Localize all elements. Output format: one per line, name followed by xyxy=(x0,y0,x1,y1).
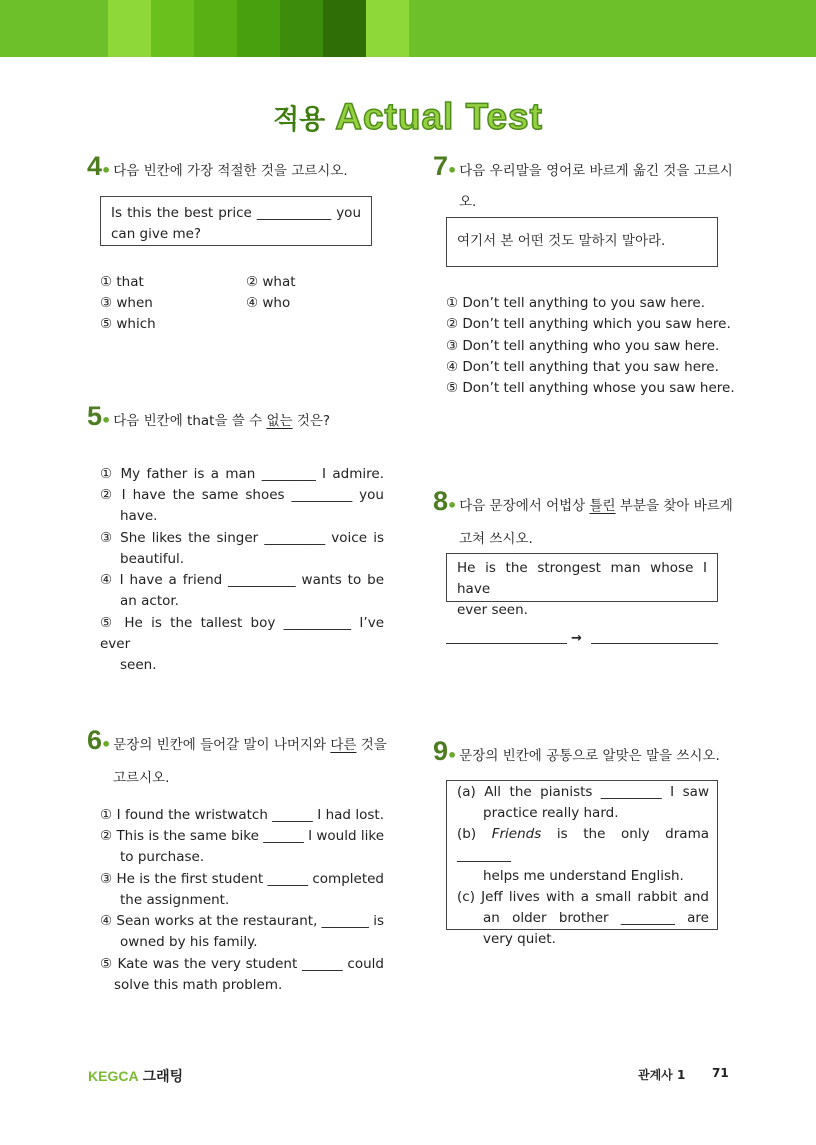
question-7-box: 여기서 본 어떤 것도 말하지 말아라. xyxy=(446,217,718,267)
question-prompt-continued: 고르시오. xyxy=(113,770,170,786)
question-bullet: • xyxy=(101,410,112,430)
option: ③ Don’t tell anything who you saw here. xyxy=(446,338,720,354)
title-english: Actual Test xyxy=(335,96,543,137)
option: ④ who xyxy=(246,295,291,311)
box-line: very quiet. xyxy=(483,931,556,947)
question-8-box xyxy=(446,553,718,618)
question-6 xyxy=(87,727,387,786)
option: ④ Don’t tell anything that you saw here. xyxy=(446,359,719,375)
option: ① I found the wristwatch ______ I had lost. xyxy=(100,807,384,823)
box-line: ever seen. xyxy=(457,602,528,618)
page-footer xyxy=(0,1066,816,1086)
question-number: 5 xyxy=(87,401,102,431)
option: ① Don’t tell anything to you saw here. xyxy=(446,295,705,311)
question-bullet: • xyxy=(447,160,458,180)
option: ⑤ which xyxy=(100,316,156,332)
option: ④ Sean works at the restaurant, _______ is owned by his family. xyxy=(100,913,384,950)
box-line: helps me understand English. xyxy=(483,868,684,884)
option: ⑤ Kate was the very student ______ could solve this math problem. xyxy=(100,956,384,993)
question-prompt: 문장의 빈칸에 공통으로 알맞은 말을 쓰시오. xyxy=(459,747,720,764)
question-prompt: 다음 빈칸에 가장 적절한 것을 고르시오. xyxy=(113,162,348,179)
option: ② Don’t tell anything which you saw here. xyxy=(446,316,731,332)
question-number: 4 xyxy=(87,151,102,181)
option: ② This is the same bike ______ I would like to purchase. xyxy=(100,828,384,865)
option: ⑤ He is the tallest boy __________ I’ve ever seen. xyxy=(100,615,384,673)
question-number: 8 xyxy=(433,486,448,516)
band-segment xyxy=(409,0,816,57)
box-line: can give me? xyxy=(111,226,202,242)
question-prompt: 다음 문장에서 어법상 틀린 부분을 찾아 바르게 xyxy=(459,497,733,514)
arrow-icon: → xyxy=(571,631,582,646)
question-number: 6 xyxy=(87,725,102,755)
question-4 xyxy=(87,153,348,180)
option: ① My father is a man ________ I admire. xyxy=(100,466,384,482)
option: ③ He is the first student ______ completed the assignment. xyxy=(100,871,384,908)
box-line: Is this the best price ___________ you xyxy=(111,205,361,221)
box-line: (b) Friends is the only drama ________ xyxy=(457,826,709,863)
option: ① that xyxy=(100,274,144,290)
question-9-box xyxy=(446,780,718,947)
answer-blank-left[interactable] xyxy=(446,643,567,644)
question-prompt: 다음 빈칸에 that을 쓸 수 없는 것은? xyxy=(113,412,331,429)
question-prompt: 문장의 빈칸에 들어갈 말이 나머지와 다른 것을 xyxy=(113,736,387,753)
band-segment xyxy=(323,0,366,57)
question-5 xyxy=(87,403,330,430)
option: ③ She likes the singer _________ voice is beautiful. xyxy=(100,530,384,567)
question-bullet: • xyxy=(101,160,112,180)
question-number: 9 xyxy=(433,736,448,766)
question-prompt-continued: 고쳐 쓰시오. xyxy=(459,531,533,547)
question-bullet: • xyxy=(447,495,458,515)
band-segment xyxy=(151,0,194,57)
section-name: 관계사 1 xyxy=(638,1068,686,1082)
option: ④ I have a friend __________ wants to be an actor. xyxy=(100,572,384,609)
question-number: 7 xyxy=(433,151,448,181)
question-8 xyxy=(433,488,733,547)
option: ② what xyxy=(246,274,296,290)
band-segment xyxy=(0,0,108,57)
band-segment xyxy=(280,0,323,57)
band-segment xyxy=(237,0,280,57)
question-prompt: 다음 우리말을 영어로 바르게 옮긴 것을 고르시 xyxy=(459,162,733,179)
page-title xyxy=(0,96,816,138)
band-segment xyxy=(194,0,237,57)
question-prompt-continued: 오. xyxy=(459,194,477,210)
question-bullet: • xyxy=(101,734,112,754)
box-line: He is the strongest man whose I have xyxy=(457,560,707,597)
question-7 xyxy=(433,153,733,210)
box-line: (c) Jeff lives with a small rabbit and xyxy=(457,889,709,905)
option: ② I have the same shoes _________ you have. xyxy=(100,487,384,524)
header-color-band xyxy=(0,0,816,57)
question-bullet: • xyxy=(447,745,458,765)
page-number: 71 xyxy=(712,1066,729,1080)
title-korean: 적용 xyxy=(273,104,326,136)
box-line: (a) All the pianists _________ I saw xyxy=(457,784,709,800)
box-line: an older brother ________ are xyxy=(483,910,709,926)
box-line: practice really hard. xyxy=(483,805,619,821)
option: ⑤ Don’t tell anything whose you saw here. xyxy=(446,380,735,396)
band-segment xyxy=(366,0,409,57)
question-9 xyxy=(433,738,720,765)
question-4-box xyxy=(100,196,372,246)
band-segment xyxy=(108,0,151,57)
brand-logo: KEGCA 그래팅 xyxy=(88,1068,184,1084)
answer-blank-right[interactable] xyxy=(591,643,718,644)
option: ③ when xyxy=(100,295,153,311)
